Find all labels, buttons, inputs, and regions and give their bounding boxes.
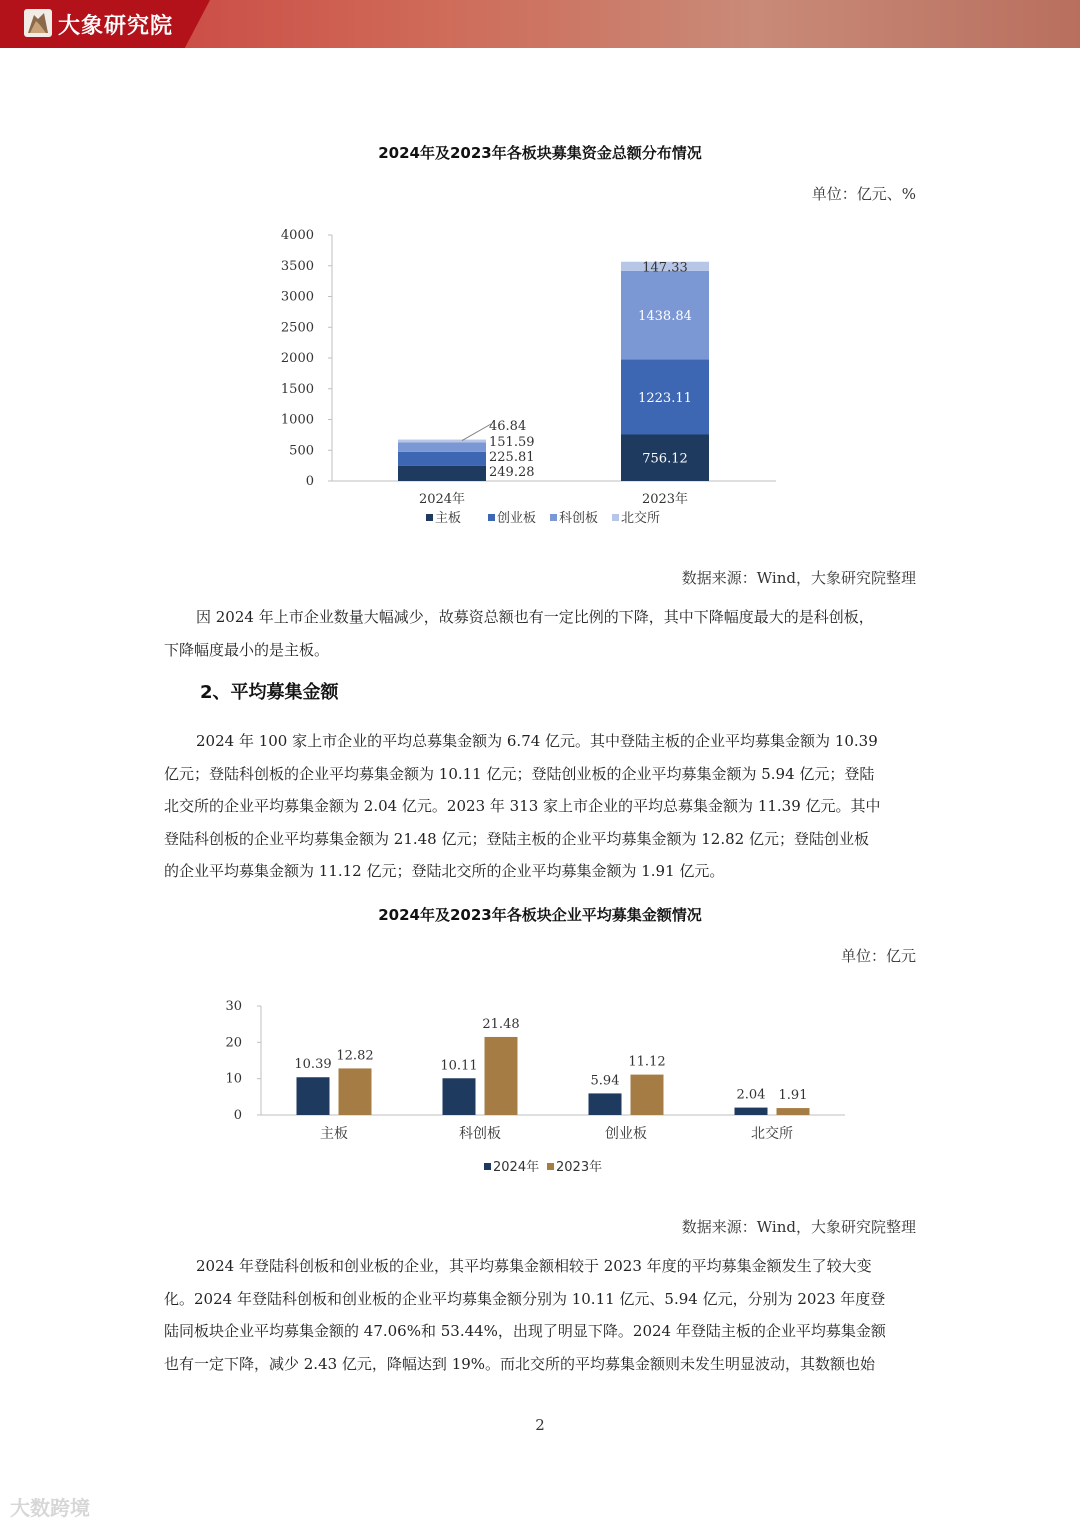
bar-segment bbox=[398, 442, 486, 451]
bar-segment bbox=[398, 440, 486, 443]
paragraph-line: 登陆科创板的企业平均募集金额为 21.48 亿元；登陆主板的企业平均募集金额为 12.82 亿元；登陆创业板 bbox=[164, 829, 869, 848]
x-tick-label: 2024年 bbox=[418, 492, 466, 507]
paragraph-line: 陆同板块企业平均募集金额的 47.06%和 53.44%，出现了明显下降。2024 年登陆主板的企业平均募集金额 bbox=[164, 1322, 886, 1340]
leader-line bbox=[462, 424, 491, 441]
data-label: 1438.84 bbox=[638, 309, 692, 325]
bar bbox=[485, 1037, 518, 1115]
grouped-bar-chart bbox=[200, 990, 880, 1185]
y-tick-label: 4000 bbox=[280, 228, 314, 243]
y-tick-label: 500 bbox=[289, 443, 314, 459]
data-label: 249.28 bbox=[489, 465, 535, 480]
x-tick-label: 创业板 bbox=[605, 1126, 647, 1142]
paragraph-line: 北交所的企业平均募集金额为 2.04 亿元。2023 年 313 家上市企业的平均总募集金额为 11.39 亿元。其中 bbox=[164, 797, 881, 815]
paragraph-2 bbox=[164, 725, 916, 888]
bar bbox=[443, 1078, 476, 1115]
legend-swatch bbox=[612, 514, 619, 521]
x-tick-label: 科创板 bbox=[459, 1126, 501, 1142]
section-title: 2、平均募集金额 bbox=[200, 682, 339, 703]
bar-segment bbox=[398, 466, 486, 481]
chart2-caption: 2024年及2023年各板块企业平均募集金额情况 bbox=[378, 906, 702, 924]
bar bbox=[339, 1068, 372, 1115]
legend-label: 北交所 bbox=[621, 511, 661, 526]
chart1-caption: 2024年及2023年各板块募集资金总额分布情况 bbox=[378, 144, 702, 162]
bar bbox=[735, 1108, 768, 1115]
bar bbox=[631, 1075, 664, 1115]
data-label: 12.82 bbox=[336, 1048, 374, 1064]
x-tick-label: 2023年 bbox=[641, 492, 689, 507]
chart2-unit: 单位：亿元 bbox=[840, 947, 916, 965]
y-tick-label: 2000 bbox=[280, 351, 314, 366]
data-label: 151.59 bbox=[489, 435, 535, 450]
data-label: 2.04 bbox=[736, 1087, 766, 1103]
bar bbox=[777, 1108, 810, 1115]
paragraph-3 bbox=[164, 1250, 916, 1380]
y-tick-label: 0 bbox=[233, 1108, 242, 1123]
chart1-unit: 单位：亿元、% bbox=[811, 185, 916, 203]
paragraph-line: 下降幅度最小的是主板。 bbox=[164, 640, 330, 659]
data-label: 1223.11 bbox=[638, 390, 692, 406]
page-header bbox=[0, 0, 1080, 48]
chart2-source: 数据来源：Wind，大象研究院整理 bbox=[681, 1218, 916, 1236]
data-label: 147.33 bbox=[642, 260, 688, 276]
paragraph-line: 2024 年登陆科创板和创业板的企业，其平均募集金额相较于 2023 年度的平均募集金额发生了较大变 bbox=[196, 1257, 872, 1275]
brand-name: 大象研究院 bbox=[58, 13, 174, 39]
watermark: 大数跨境 bbox=[10, 1496, 90, 1520]
paragraph-line: 因 2024 年上市企业数量大幅减少，故募资总额也有一定比例的下降，其中下降幅度最大的是科创板， bbox=[196, 608, 874, 626]
y-tick-label: 20 bbox=[225, 1035, 242, 1051]
bar bbox=[589, 1093, 622, 1115]
y-tick-label: 1500 bbox=[280, 381, 314, 397]
y-tick-label: 1000 bbox=[280, 412, 314, 428]
data-label: 10.39 bbox=[294, 1057, 332, 1073]
y-tick-label: 2500 bbox=[280, 320, 314, 336]
data-label: 46.84 bbox=[489, 419, 527, 434]
paragraph-line: 亿元；登陆科创板的企业平均募集金额为 10.11 亿元；登陆创业板的企业平均募集金额为 5.94 亿元；登陆 bbox=[164, 764, 875, 783]
legend-swatch bbox=[484, 1163, 491, 1170]
data-label: 1.91 bbox=[778, 1088, 808, 1104]
x-tick-label: 主板 bbox=[320, 1126, 348, 1142]
legend-swatch bbox=[550, 514, 557, 521]
y-tick-label: 30 bbox=[225, 999, 242, 1014]
bar-segment bbox=[398, 452, 486, 466]
logo-icon bbox=[24, 9, 52, 37]
y-tick-label: 3500 bbox=[280, 258, 314, 274]
legend-swatch bbox=[426, 514, 433, 521]
paragraph-line: 2024 年 100 家上市企业的平均总募集金额为 6.74 亿元。其中登陆主板的企业平均募集金额为 10.39 bbox=[196, 732, 878, 750]
x-tick-label: 北交所 bbox=[751, 1126, 793, 1142]
legend-label: 创业板 bbox=[497, 511, 537, 526]
data-label: 225.81 bbox=[489, 450, 535, 465]
data-label: 756.12 bbox=[642, 451, 688, 467]
legend-label: 2024年 bbox=[493, 1160, 540, 1175]
data-label: 11.12 bbox=[628, 1054, 666, 1070]
paragraph-line: 化。2024 年登陆科创板和创业板的企业平均募集金额分别为 10.11 亿元、5.94 亿元，分别为 2023 年度登 bbox=[164, 1289, 886, 1308]
paragraph-line: 的企业平均募集金额为 11.12 亿元；登陆北交所的企业平均募集金额为 1.91 亿元。 bbox=[164, 862, 725, 880]
paragraph-1 bbox=[164, 601, 916, 666]
data-label: 5.94 bbox=[590, 1073, 620, 1089]
page-number: 2 bbox=[535, 1416, 545, 1434]
bar bbox=[297, 1077, 330, 1115]
y-tick-label: 10 bbox=[225, 1071, 242, 1087]
data-label: 21.48 bbox=[482, 1016, 520, 1032]
stacked-bar-chart bbox=[260, 222, 800, 542]
data-label: 10.11 bbox=[440, 1058, 478, 1074]
legend-swatch bbox=[488, 514, 495, 521]
y-tick-label: 3000 bbox=[280, 289, 314, 305]
y-tick-label: 0 bbox=[305, 474, 314, 489]
legend-label: 主板 bbox=[435, 511, 462, 526]
legend-label: 科创板 bbox=[559, 511, 599, 526]
legend-label: 2023年 bbox=[556, 1160, 603, 1175]
legend-swatch bbox=[547, 1163, 554, 1170]
chart1-source: 数据来源：Wind，大象研究院整理 bbox=[681, 569, 916, 587]
paragraph-line: 也有一定下降，减少 2.43 亿元，降幅达到 19%。而北交所的平均募集金额则未发生明显波动，其数额也始 bbox=[164, 1354, 876, 1373]
